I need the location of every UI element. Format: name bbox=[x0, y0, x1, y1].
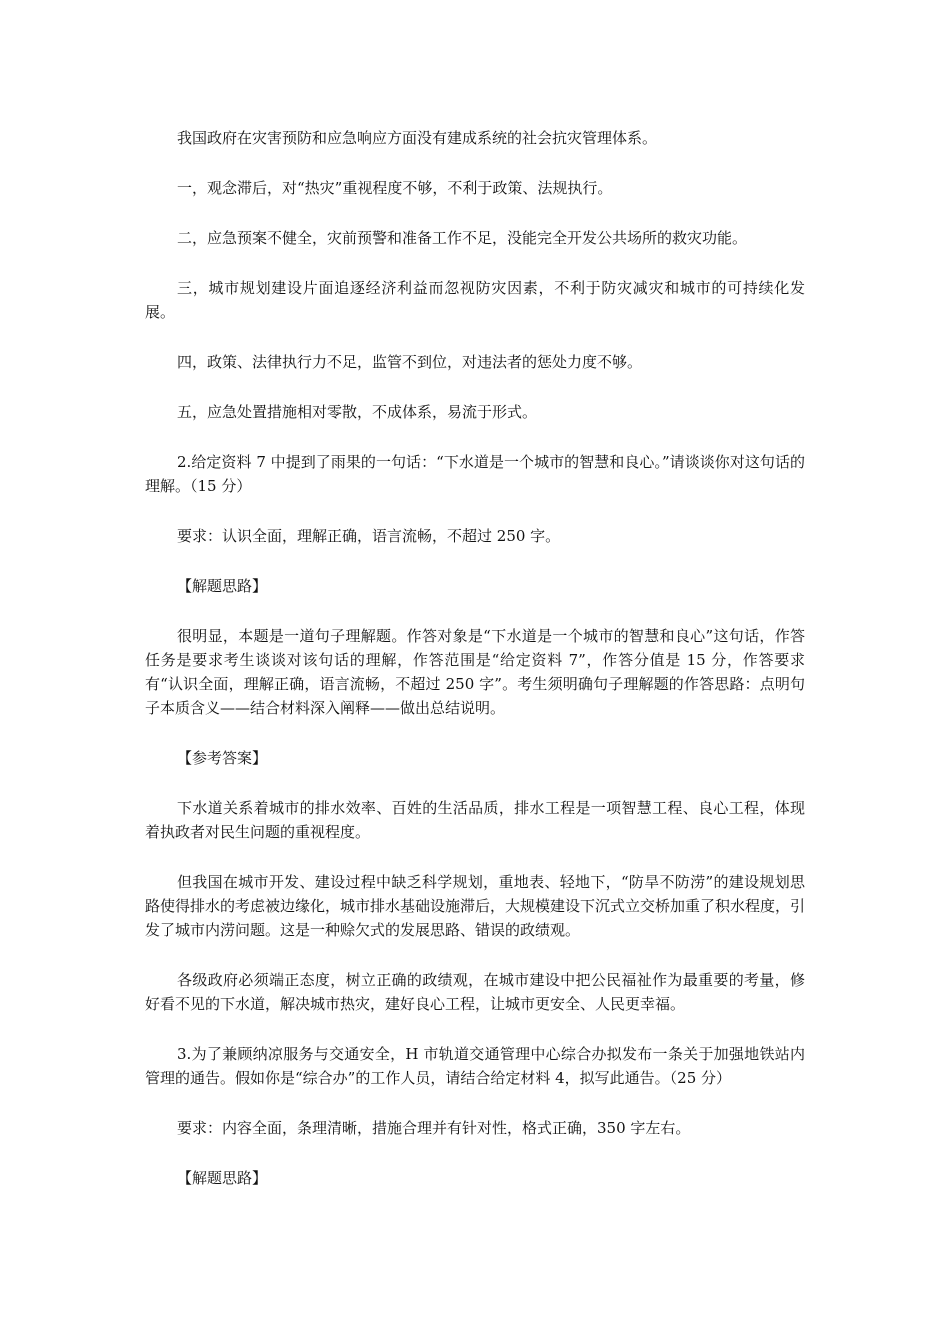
paragraph-point-5: 五，应急处置措施相对零散，不成体系，易流于形式。 bbox=[177, 403, 538, 421]
paragraph-point-4: 四，政策、法律执行力不足，监管不到位，对违法者的惩处力度不够。 bbox=[177, 353, 643, 371]
question-2-approach: 很明显，本题是一道句子理解题。作答对象是“下水道是一个城市的智慧和良心”这句话，作答任务是要求考生谈谈对该句话的理解，作答范围是“给定资料 7”，作答分值是 15 分，作答要求有“认识全面，理解正确，语言流畅，不超过 250 字”。考生须明确句子理解题的作答思路：点明句子本质含义——结合材料深入阐释——做出总结说明。 bbox=[145, 627, 805, 717]
section-heading-approach: 【解题思路】 bbox=[177, 577, 268, 595]
section-heading-approach-2: 【解题思路】 bbox=[177, 1169, 268, 1187]
question-2: 2.给定资料 7 中提到了雨果的一句话：“下水道是一个城市的智慧和良心。”请谈谈你对这句话的理解。（15 分） bbox=[145, 453, 805, 495]
paragraph-summary: 我国政府在灾害预防和应急响应方面没有建成系统的社会抗灾管理体系。 bbox=[177, 129, 658, 147]
answer-paragraph-2: 但我国在城市开发、建设过程中缺乏科学规划，重地表、轻地下，“防旱不防涝”的建设规划思路使得排水的考虑被边缘化，城市排水基础设施滞后，大规模建设下沉式立交桥加重了积水程度，引发了城市内涝问题。这是一种赊欠式的发展思路、错误的政绩观。 bbox=[145, 873, 806, 939]
answer-paragraph-1: 下水道关系着城市的排水效率、百姓的生活品质，排水工程是一项智慧工程、良心工程，体现着执政者对民生问题的重视程度。 bbox=[145, 799, 805, 841]
answer-paragraph-3: 各级政府必须端正态度，树立正确的政绩观，在城市建设中把公民福祉作为最重要的考量，修好看不见的下水道，解决城市热灾，建好良心工程，让城市更安全、人民更幸福。 bbox=[145, 971, 805, 1013]
question-2-requirement: 要求：认识全面，理解正确，语言流畅，不超过 250 字。 bbox=[177, 527, 561, 545]
question-3: 3.为了兼顾纳凉服务与交通安全，H 市轨道交通管理中心综合办拟发布一条关于加强地铁站内管理的通告。假如你是“综合办”的工作人员，请结合给定材料 4，拟写此通告。（25 分） bbox=[145, 1045, 805, 1087]
document-page bbox=[145, 126, 805, 1216]
paragraph-point-3: 三，城市规划建设片面追逐经济利益而忽视防灾因素，不利于防灾减灾和城市的可持续化发展。 bbox=[145, 279, 805, 321]
paragraph-point-1: 一，观念滞后，对“热灾”重视程度不够，不利于政策、法规执行。 bbox=[177, 179, 613, 197]
paragraph-point-2: 二，应急预案不健全，灾前预警和准备工作不足，没能完全开发公共场所的救灾功能。 bbox=[177, 229, 748, 247]
question-3-requirement: 要求：内容全面，条理清晰，措施合理并有针对性，格式正确，350 字左右。 bbox=[177, 1119, 691, 1137]
section-heading-answer: 【参考答案】 bbox=[177, 749, 268, 767]
